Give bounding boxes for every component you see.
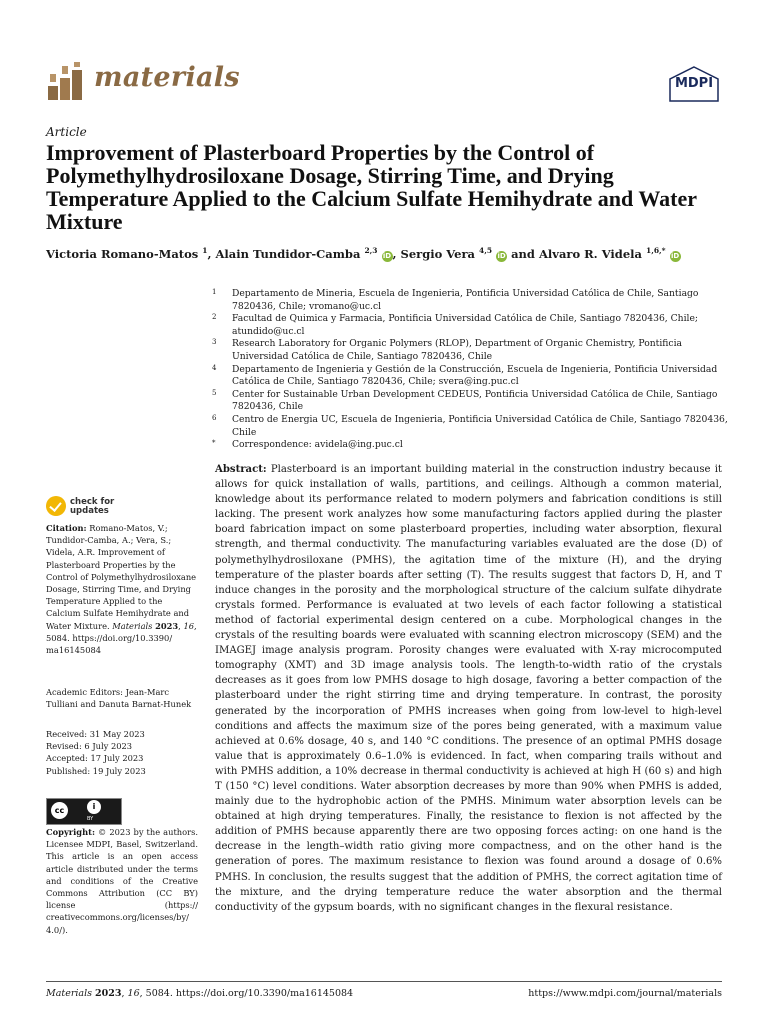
affiliation-text: Center for Sustainable Urban Development CEDEUS, Pontificia Universidad Católica de Chile, Santiago 7820436, Chile [232, 388, 718, 413]
affiliation [212, 313, 732, 338]
affiliation-text: Centro de Energia UC, Escuela de Ingenieria, Pontificia Universidad Católica de Chile, Santiago 7820436, Chile [232, 413, 728, 438]
affiliation-text: Research Laboratory for Organic Polymers (RLOP), Department of Organic Chemistry, Pontificia Universidad Católica de Chile, Santiago 7820436, Chile [232, 338, 682, 362]
citation: Citation: Romano-Matos, V.; Tundidor-Camba, A.; Vera, S.; Videla, A.R. Improvement of Plasterboard Properties by the Control of Polymethylhydrosiloxane Dosage, Stirring Time, and Drying Temperature Applied to the Calcium Sulfate Hemihydrate and Water Mixture. Materials 2023, 16, 5084. https://doi.org/10.3390/ ma16145084 [46, 523, 197, 656]
affiliation [212, 389, 732, 414]
date-revised: Revised: 6 July 2023 [46, 741, 133, 752]
author-list [46, 246, 746, 262]
affiliation-number: 5 [212, 388, 217, 397]
author-separator: and [507, 246, 539, 261]
affiliation-text: Departamento de Ingenieria y Gestión de la Construcción, Escuela de Ingenieria, Pontificia Universidad Católica de Chile, Santiago 7820436, Chile; svera@ing.puc.cl [232, 363, 718, 388]
attribution-icon: i [87, 800, 101, 814]
author-affiliation: 1,6,* [645, 246, 666, 255]
date-received: Received: 31 May 2023 [46, 729, 145, 739]
cc-by-license-badge[interactable] [46, 798, 122, 825]
abstract [215, 462, 722, 915]
author-name[interactable]: Victoria Romano-Matos [46, 246, 199, 261]
abstract-text: Plasterboard is an important building material in the construction industry because it allows for quick installation of walls, partitions, and ceilings. Although a common material, knowledge about its performance related to modern polymers and fabrication conditions is still lacking. The present work analyzes how some manufacturing factors applied during the plaster board fabrication impact on some plasterboard properties, including water absorption, flexural strength, and thermal conductivity. The manufacturing variables evaluated are the dose (D) of polymethylhydrosiloxane (PMHS), the agitation time of the mixture (H), and the drying temperature of the plaster boards after setting (T). The results suggest that factors D, H, and T induce changes in the porosity and the morphological structure of the calcium sulfate dihydrate crystals formed. Performance is evaluated at two levels of each factor following a statistical method of factorial experimental design centered on a cube. Morphological changes in the crystals of the resulting boards were evaluated with scanning electron microscopy (SEM) and the IMAGEJ image analysis program. Porosity changes were evaluated with X-ray microcomputed tomography (XMT) and 3D image analysis tools. The length-to-width ratio of the crystals decreases as it goes from low PMHS dosage to high dosage, favoring a better compaction of the plasterboard under the right stirring time and drying temperature. In contrast, the porosity generated by the incorporation of PMHS increases when going from low-level to high-level conditions and affects the maximum size of the pores being generated, with a maximum value achieved at 0.6% dosage, 40 s, and 140 °C conditions. The presence of an optimal PMHS dosage value that is approximately 0.6–1.0% is evidenced. In fact, when comparing trails without and with PMHS addition, a 10% decrease in thermal conductivity is achieved at high H (60 s) and high T (150 °C) level conditions. Water absorption decreases by more than 90% when PMHS is added, mainly due to the hydrophobic action of the PMHS. Minimum water absorption levels can be obtained at high drying temperatures. Finally, the resistance to flexion is not affected by the addition of PMHS because apparently there are two opposing forces acting: on one hand is the decrease in the length–width ratio giving more compactness, and on the other hand is the generation of pores. The maximum resistance to flexion was found around a dosage of 0.6% PMHS. In conclusion, the results suggest that the addition of PMHS, the correct agitation time of the mixture, and the drying temperature reduce the water absorption and the thermal conductivity of the gypsum boards, with no significant changes in the flexural resistance. [215, 464, 722, 913]
footer-divider [46, 981, 722, 982]
date-published: Published: 19 July 2023 [46, 765, 146, 776]
copyright [46, 826, 198, 936]
affiliation-number: 2 [212, 313, 217, 322]
citation-label: Citation: [46, 523, 87, 533]
affiliation-number: 6 [212, 413, 217, 422]
paper-title: Improvement of Plasterboard Properties by the Control of Polymethylhydrosiloxane Dosage, Stirring Time, and Drying Temperature Applied to the Calcium Sulfate Hemihydrate and Water Mixture [46, 140, 697, 234]
citation-doi[interactable]: , 5084. https://doi.org/10.3390/ ma16145084 [46, 620, 197, 656]
affiliation-number: 1 [212, 288, 217, 296]
orcid-icon[interactable]: iD [497, 251, 506, 260]
article-type: Article [46, 125, 87, 139]
check-for-updates-label: check for updates [70, 497, 115, 516]
by-label: BY [87, 816, 94, 822]
affiliation-number: 4 [212, 363, 217, 372]
footer-year: 2023 [95, 988, 122, 999]
affiliation-number: 3 [212, 338, 217, 347]
citation-text: Romano-Matos, V.; Tundidor-Camba, A.; Vera, S.; Videla, A.R. Improvement of Plasterboard Properties by the Control of Polymethylhydrosiloxane Dosage, Stirring Time, and Drying Temperature Applied to the Calcium Sulfate Hemihydrate and Water Mixture. [46, 523, 197, 631]
dates [46, 728, 198, 777]
check-for-updates-button[interactable] [46, 496, 166, 518]
abstract-label: Abstract: [215, 464, 267, 475]
citation-volume: 16 [183, 620, 195, 631]
cc-icon: cc [51, 802, 68, 819]
date-accepted: Accepted: 17 July 2023 [46, 753, 144, 764]
citation-year: 2023 [155, 620, 179, 631]
publisher-name: MDPI [674, 76, 714, 91]
journal-name: materials [94, 62, 240, 93]
author-affiliation: 4,5 [479, 246, 493, 255]
journal-logo [46, 60, 88, 102]
affiliation [212, 338, 732, 363]
affiliation-text: Correspondence: avidela@ing.puc.cl [232, 439, 403, 451]
affiliation [212, 288, 732, 313]
affiliation-text: Facultad de Quimica y Farmacia, Pontificia Universidad Católica de Chile, Santiago 7820436, Chile; atundido@uc.cl [232, 313, 699, 337]
author-separator: , [207, 246, 216, 261]
affiliation [212, 364, 732, 389]
affiliation [212, 414, 732, 439]
copyright-text: © 2023 by the authors. Licensee MDPI, Basel, Switzerland. This article is an open access article distributed under the terms and conditions of the Creative Commons Attribution (CC BY) license (https:// creativecommons.org/licenses/by/ 4.0/). [46, 827, 198, 935]
author-affiliation: 1 [202, 246, 208, 255]
copyright-label: Copyright: [46, 827, 96, 837]
author-affiliation: 2,3 [364, 246, 378, 255]
publisher-logo [668, 66, 720, 102]
orcid-icon[interactable]: iD [382, 251, 392, 260]
citation-journal: Materials [112, 620, 153, 631]
affiliations [212, 288, 732, 452]
author-name[interactable]: Alain Tundidor-Camba [215, 246, 361, 261]
footer-volume: 16 [127, 988, 140, 999]
footer-journal-url[interactable]: https://www.mdpi.com/journal/materials [528, 988, 722, 999]
footer-journal: Materials [46, 988, 92, 999]
checkmark-icon [46, 496, 66, 516]
affiliation-text: Departamento de Mineria, Escuela de Ingenieria, Pontificia Universidad Católica de Chile, Santiago 7820436, Chile; vromano@uc.cl [232, 288, 699, 312]
footer-citation: Materials 2023, 16, 5084. https://doi.org/10.3390/ma16145084 [46, 988, 354, 999]
affiliation-number: * [212, 439, 216, 448]
author-name[interactable]: Sergio Vera [400, 246, 475, 261]
author-separator: , [392, 246, 401, 261]
correspondence [212, 439, 732, 452]
footer-doi[interactable]: , 5084. https://doi.org/10.3390/ma16145084 [139, 988, 354, 999]
orcid-icon[interactable]: iD [670, 251, 680, 260]
academic-editors: Academic Editors: Jean-Marc Tulliani and Danuta Barnat-Hunek [46, 687, 192, 710]
author-name[interactable]: Alvaro R. Videla [538, 246, 642, 261]
